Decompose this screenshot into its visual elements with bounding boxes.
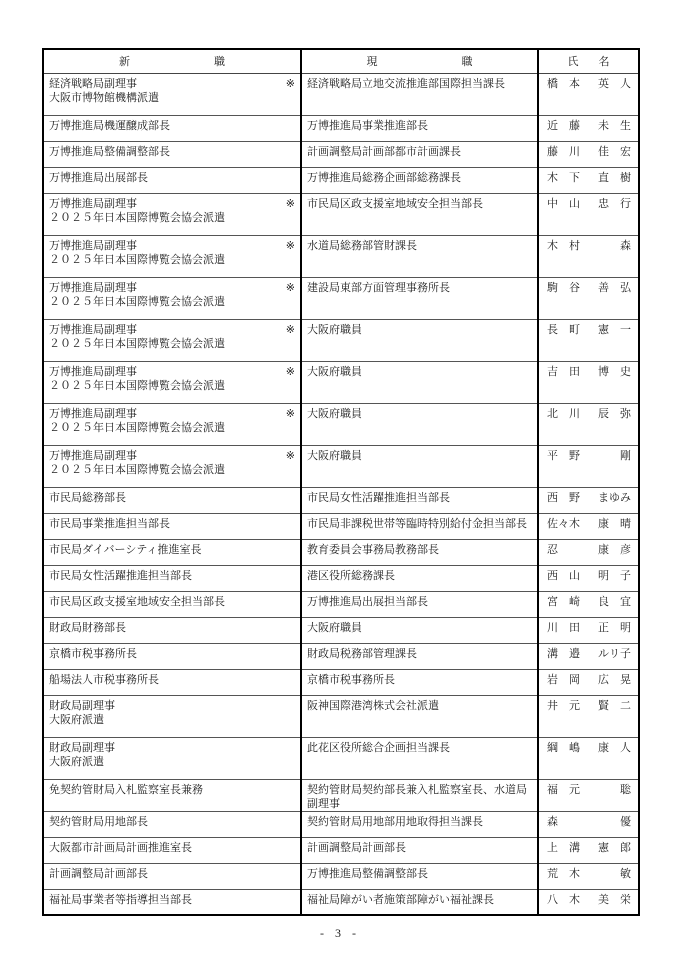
- current-position-text: 大阪府職員: [307, 621, 362, 634]
- current-position-cell: [301, 811, 538, 837]
- current-position-text: 此花区役所総合企画担当課長: [307, 741, 450, 754]
- new-position-cell: [43, 539, 301, 565]
- current-position-cell: [301, 737, 538, 779]
- current-position-text: 契約管財局契約部長兼入札監察室長、水道局副理事: [307, 783, 527, 810]
- family-name: 佐々木: [547, 517, 580, 530]
- current-position-text: 大阪府職員: [307, 449, 362, 462]
- name-cell: [538, 539, 639, 565]
- new-position-text: ２０２５年日本国際博覧会協会派遣: [49, 253, 225, 266]
- table-row: [43, 141, 639, 167]
- table-row: [43, 73, 639, 115]
- new-position-cell: [43, 115, 301, 141]
- table-row: [43, 319, 639, 361]
- header-new-position-label: 職: [214, 56, 225, 68]
- family-name: 西 山: [547, 569, 580, 582]
- name-cell: [538, 73, 639, 115]
- header-new-position-label: 新: [119, 56, 130, 68]
- current-position-cell: [301, 695, 538, 737]
- new-position-cell: [43, 811, 301, 837]
- name-cell: [538, 737, 639, 779]
- new-position-text: 市民局女性活躍推進担当部長: [49, 569, 192, 582]
- header-current-position-label: 現: [366, 56, 378, 68]
- table-body: [43, 73, 639, 915]
- reference-mark: ※: [285, 407, 295, 420]
- new-position-text: 万博推進局出展部長: [49, 171, 148, 184]
- new-position-cell: [43, 167, 301, 193]
- new-position-text: 大阪都市計画局計画推進室長: [49, 841, 192, 854]
- current-position-cell: [301, 617, 538, 643]
- current-position-cell: [301, 361, 538, 403]
- current-position-text: 市民局非課税世帯等臨時特別給付金担当部長: [307, 517, 527, 530]
- current-position-text: 建設局東部方面管理事務所長: [307, 281, 450, 294]
- reference-mark: ※: [285, 77, 295, 90]
- table-row: [43, 591, 639, 617]
- table-row: [43, 193, 639, 235]
- new-position-text: 市民局ダイバーシティ推進室長: [49, 543, 202, 556]
- table-row: [43, 115, 639, 141]
- current-position-text: 京橋市税事務所長: [307, 673, 395, 686]
- current-position-cell: [301, 73, 538, 115]
- table-row: [43, 167, 639, 193]
- given-name: 忠 行: [598, 197, 631, 210]
- current-position-cell: [301, 591, 538, 617]
- new-position-text: ２０２５年日本国際博覧会協会派遣: [49, 463, 225, 476]
- new-position-text: 経済戦略局副理事: [49, 77, 137, 90]
- given-name: 康 晴: [598, 517, 631, 530]
- current-position-text: 教育委員会事務局教務部長: [307, 543, 439, 556]
- new-position-text: 万博推進局副理事: [49, 365, 137, 378]
- header-row: [43, 49, 639, 73]
- page-number: - 3 -: [320, 926, 360, 940]
- name-cell: [538, 863, 639, 889]
- current-position-cell: [301, 565, 538, 591]
- new-position-cell: [43, 487, 301, 513]
- new-position-cell: [43, 643, 301, 669]
- new-position-text: 万博推進局副理事: [49, 281, 137, 294]
- given-name: 剛: [620, 449, 631, 462]
- new-position-text: 船場法人市税事務所長: [49, 673, 159, 686]
- new-position-text: 大阪府派遣: [49, 713, 104, 726]
- new-position-text: 市民局事業推進担当部長: [49, 517, 170, 530]
- given-name: 森: [620, 239, 631, 252]
- current-position-cell: [301, 445, 538, 487]
- given-name: ルリ子: [598, 647, 631, 660]
- new-position-cell: [43, 617, 301, 643]
- given-name: 善 弘: [598, 281, 631, 294]
- name-cell: [538, 235, 639, 277]
- new-position-text: 大阪府派遣: [49, 755, 104, 768]
- given-name: 憲 一: [598, 323, 631, 336]
- given-name: 広 晃: [598, 673, 631, 686]
- family-name: 木 下: [547, 171, 580, 184]
- family-name: 藤 川: [547, 145, 580, 158]
- current-position-text: 市民局女性活躍推進担当部長: [307, 491, 450, 504]
- reference-mark: ※: [285, 449, 295, 462]
- current-position-text: 水道局総務部管財課長: [307, 239, 417, 252]
- family-name: 八 木: [547, 893, 580, 906]
- reference-mark: ※: [285, 197, 295, 210]
- new-position-text: ２０２５年日本国際博覧会協会派遣: [49, 379, 225, 392]
- current-position-cell: [301, 837, 538, 863]
- family-name: 森: [547, 815, 558, 828]
- current-position-text: 万博推進局整備調整部長: [307, 867, 428, 880]
- current-position-cell: [301, 643, 538, 669]
- current-position-text: 福祉局障がい者施策部障がい福祉課長: [307, 893, 494, 906]
- given-name: 明 子: [598, 569, 631, 582]
- family-name: 近 藤: [547, 119, 580, 132]
- current-position-cell: [301, 863, 538, 889]
- table-row: [43, 669, 639, 695]
- current-position-text: 大阪府職員: [307, 407, 362, 420]
- new-position-cell: [43, 779, 301, 811]
- table-row: [43, 277, 639, 319]
- new-position-cell: [43, 277, 301, 319]
- name-cell: [538, 513, 639, 539]
- name-cell: [538, 319, 639, 361]
- table-row: [43, 889, 639, 915]
- current-position-cell: [301, 235, 538, 277]
- new-position-cell: [43, 837, 301, 863]
- reference-mark: ※: [285, 323, 295, 336]
- name-cell: [538, 445, 639, 487]
- table-row: [43, 643, 639, 669]
- current-position-text: 阪神国際港湾株式会社派遣: [307, 699, 439, 712]
- family-name: 駒 谷: [547, 281, 580, 294]
- name-cell: [538, 591, 639, 617]
- current-position-text: 経済戦略局立地交流推進部国際担当課長: [307, 77, 505, 90]
- current-position-text: 市民局区政支援室地域安全担当部長: [307, 197, 483, 210]
- family-name: 溝 邉: [547, 647, 580, 660]
- name-cell: [538, 779, 639, 811]
- current-position-cell: [301, 403, 538, 445]
- reference-mark: ※: [285, 281, 295, 294]
- new-position-cell: [43, 193, 301, 235]
- family-name: 上 溝: [547, 841, 580, 854]
- header-current-position: [301, 49, 538, 73]
- new-position-text: 万博推進局副理事: [49, 323, 137, 336]
- new-position-cell: [43, 403, 301, 445]
- new-position-text: 大阪市博物館機構派遣: [49, 91, 159, 104]
- given-name: 敏: [620, 867, 631, 880]
- given-name: 正 明: [598, 621, 631, 634]
- personnel-table: [42, 48, 640, 916]
- new-position-cell: [43, 319, 301, 361]
- new-position-cell: [43, 513, 301, 539]
- new-position-text: 財政局副理事: [49, 741, 115, 754]
- current-position-cell: [301, 319, 538, 361]
- table-row: [43, 403, 639, 445]
- table-row: [43, 539, 639, 565]
- header-current-position-label: 職: [461, 56, 473, 68]
- name-cell: [538, 361, 639, 403]
- current-position-cell: [301, 115, 538, 141]
- new-position-text: 万博推進局整備調整部長: [49, 145, 170, 158]
- new-position-text: ２０２５年日本国際博覧会協会派遣: [49, 211, 225, 224]
- family-name: 木 村: [547, 239, 580, 252]
- table-row: [43, 811, 639, 837]
- name-cell: [538, 193, 639, 235]
- header-new-position: [43, 49, 301, 73]
- name-cell: [538, 669, 639, 695]
- table-row: [43, 837, 639, 863]
- new-position-text: ２０２５年日本国際博覧会協会派遣: [49, 421, 225, 434]
- new-position-text: 福祉局事業者等指導担当部長: [49, 893, 192, 906]
- given-name: 佳 宏: [598, 145, 631, 158]
- given-name: 美 栄: [598, 893, 631, 906]
- header-name: [538, 49, 639, 73]
- table-row: [43, 863, 639, 889]
- new-position-cell: [43, 863, 301, 889]
- table-row: [43, 361, 639, 403]
- header-name-label: 名: [598, 56, 610, 68]
- new-position-text: 京橋市税事務所長: [49, 647, 137, 660]
- current-position-text: 計画調整局計画部長: [307, 841, 406, 854]
- given-name: 憲 郎: [598, 841, 631, 854]
- given-name: 優: [620, 815, 631, 828]
- new-position-cell: [43, 235, 301, 277]
- current-position-text: 大阪府職員: [307, 323, 362, 336]
- table-row: [43, 565, 639, 591]
- new-position-text: 万博推進局副理事: [49, 407, 137, 420]
- new-position-cell: [43, 669, 301, 695]
- new-position-text: 万博推進局副理事: [49, 197, 137, 210]
- family-name: 北 川: [547, 407, 580, 420]
- given-name: 良 宜: [598, 595, 631, 608]
- current-position-cell: [301, 277, 538, 319]
- reference-mark: ※: [285, 365, 295, 378]
- new-position-cell: [43, 591, 301, 617]
- given-name: 辰 弥: [598, 407, 631, 420]
- family-name: 吉 田: [547, 365, 580, 378]
- name-cell: [538, 141, 639, 167]
- given-name: 康 彦: [598, 543, 631, 556]
- table-row: [43, 737, 639, 779]
- table-row: [43, 617, 639, 643]
- family-name: 西 野: [547, 491, 580, 504]
- new-position-text: 万博推進局機運醸成部長: [49, 119, 170, 132]
- table-row: [43, 513, 639, 539]
- family-name: 岩 岡: [547, 673, 580, 686]
- new-position-cell: [43, 73, 301, 115]
- new-position-text: 万博推進局副理事: [49, 239, 137, 252]
- current-position-cell: [301, 513, 538, 539]
- given-name: 聡: [620, 783, 631, 796]
- family-name: 宮 崎: [547, 595, 580, 608]
- name-cell: [538, 617, 639, 643]
- current-position-text: 財政局税務部管理課長: [307, 647, 417, 660]
- family-name: 綱 嶋: [547, 741, 580, 754]
- new-position-text: ２０２５年日本国際博覧会協会派遣: [49, 295, 225, 308]
- current-position-text: 大阪府職員: [307, 365, 362, 378]
- given-name: 賢 二: [598, 699, 631, 712]
- new-position-text: 計画調整局計画部長: [49, 867, 148, 880]
- new-position-text: 免契約管財局入札監察室長兼務: [49, 783, 203, 796]
- new-position-text: 市民局総務部長: [49, 491, 126, 504]
- new-position-cell: [43, 141, 301, 167]
- table-row: [43, 235, 639, 277]
- new-position-text: 財政局財務部長: [49, 621, 126, 634]
- given-name: まゆみ: [598, 491, 631, 504]
- given-name: 直 樹: [598, 171, 631, 184]
- name-cell: [538, 643, 639, 669]
- table-row: [43, 695, 639, 737]
- new-position-text: 財政局副理事: [49, 699, 115, 712]
- family-name: 平 野: [547, 449, 580, 462]
- name-cell: [538, 565, 639, 591]
- current-position-text: 万博推進局事業推進部長: [307, 119, 428, 132]
- family-name: 荒 木: [547, 867, 580, 880]
- current-position-cell: [301, 779, 538, 811]
- given-name: 未 生: [598, 119, 631, 132]
- new-position-text: ２０２５年日本国際博覧会協会派遣: [49, 337, 225, 350]
- new-position-cell: [43, 695, 301, 737]
- table-header: [43, 49, 639, 73]
- new-position-text: 契約管財局用地部長: [49, 815, 148, 828]
- new-position-text: 万博推進局副理事: [49, 449, 137, 462]
- current-position-cell: [301, 889, 538, 915]
- header-name-label: 氏: [567, 56, 579, 68]
- new-position-text: 市民局区政支援室地域安全担当部長: [49, 595, 225, 608]
- current-position-text: 万博推進局総務企画部総務課長: [307, 171, 461, 184]
- current-position-cell: [301, 167, 538, 193]
- given-name: 博 史: [598, 365, 631, 378]
- family-name: 中 山: [547, 197, 580, 210]
- family-name: 長 町: [547, 323, 580, 336]
- new-position-cell: [43, 445, 301, 487]
- current-position-text: 港区役所総務課長: [307, 569, 395, 582]
- current-position-text: 契約管財局用地部用地取得担当課長: [307, 815, 483, 828]
- name-cell: [538, 277, 639, 319]
- current-position-cell: [301, 539, 538, 565]
- given-name: 康 人: [598, 741, 631, 754]
- family-name: 忍: [547, 543, 558, 556]
- new-position-cell: [43, 361, 301, 403]
- given-name: 英 人: [598, 77, 631, 90]
- new-position-cell: [43, 737, 301, 779]
- table-row: [43, 445, 639, 487]
- name-cell: [538, 695, 639, 737]
- new-position-cell: [43, 889, 301, 915]
- current-position-cell: [301, 193, 538, 235]
- family-name: 井 元: [547, 699, 580, 712]
- family-name: 福 元: [547, 783, 580, 796]
- table-row: [43, 779, 639, 811]
- name-cell: [538, 167, 639, 193]
- name-cell: [538, 115, 639, 141]
- current-position-text: 計画調整局計画部都市計画課長: [307, 145, 461, 158]
- current-position-cell: [301, 141, 538, 167]
- family-name: 橋 本: [547, 77, 580, 90]
- table-row: [43, 487, 639, 513]
- current-position-cell: [301, 669, 538, 695]
- family-name: 川 田: [547, 621, 580, 634]
- current-position-cell: [301, 487, 538, 513]
- name-cell: [538, 811, 639, 837]
- name-cell: [538, 487, 639, 513]
- reference-mark: ※: [285, 239, 295, 252]
- name-cell: [538, 889, 639, 915]
- current-position-text: 万博推進局出展担当部長: [307, 595, 428, 608]
- name-cell: [538, 837, 639, 863]
- new-position-cell: [43, 565, 301, 591]
- name-cell: [538, 403, 639, 445]
